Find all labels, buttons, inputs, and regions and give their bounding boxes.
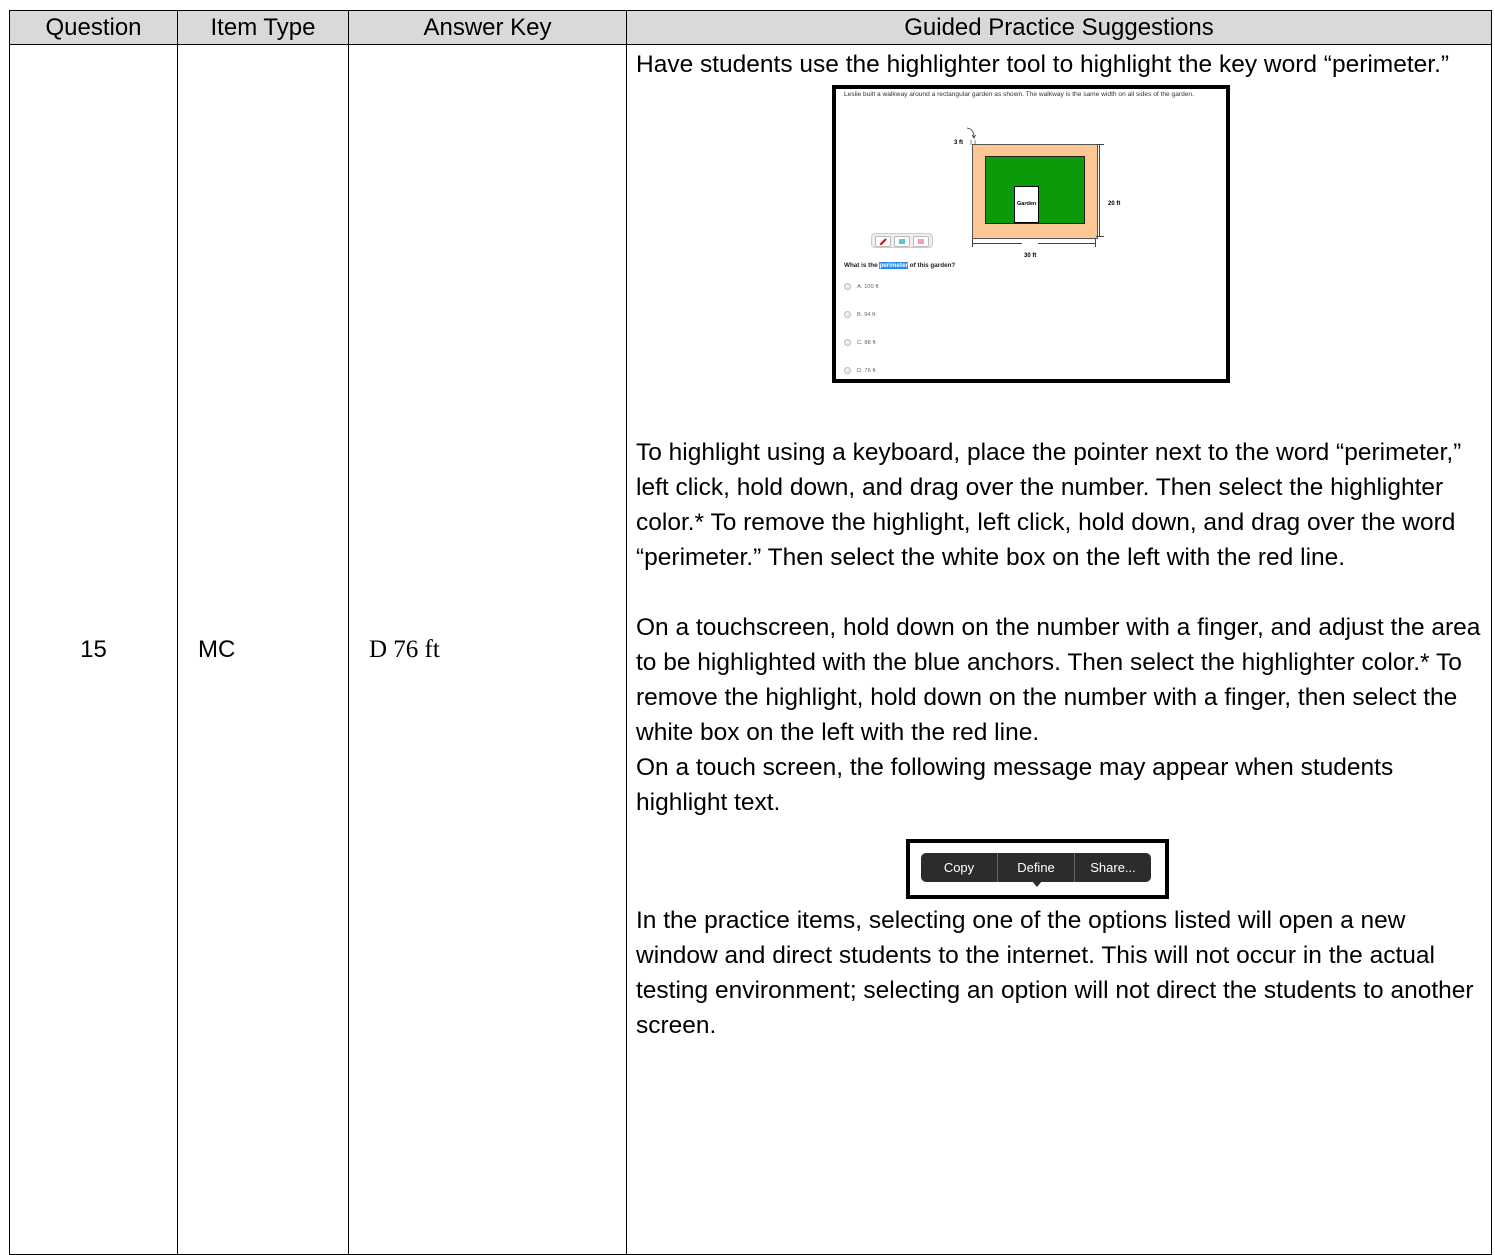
radio-icon[interactable] xyxy=(844,367,851,374)
menu-pointer xyxy=(1032,881,1042,887)
option-label: C. 88 ft xyxy=(857,340,876,346)
item-type: MC xyxy=(178,45,349,1255)
option-label: D. 76 ft xyxy=(857,368,876,374)
guided-paragraph-intro: Have students use the highlighter tool to highlight the key word “perimeter.” xyxy=(636,51,1450,78)
header-question: Question xyxy=(10,11,178,45)
define-button[interactable]: Define xyxy=(998,853,1075,882)
width-cap-left xyxy=(972,239,973,247)
context-menu xyxy=(921,853,1151,882)
option-label: A. 100 ft xyxy=(857,284,879,290)
question-number: 15 xyxy=(10,45,178,1255)
context-menu-screenshot xyxy=(906,839,1169,899)
item-prompt: Leslie built a walkway around a rectangular garden as shown. The walkway is the same width on all sides of the garden. xyxy=(844,91,1194,98)
spacer xyxy=(636,383,1483,435)
table-row xyxy=(10,45,1492,1255)
header-item-type: Item Type xyxy=(178,11,349,45)
guided-paragraph-keyboard: To highlight using a keyboard, place the pointer next to the word “perimeter,” left click, hold down, and drag over the number. Then select the highlighter color.* To remove the highlight, left click, hold down, and drag over the word “perimeter.” Then select the white box on the left with the red line. xyxy=(636,439,1462,571)
pink-highlighter-icon[interactable] xyxy=(913,236,929,247)
answer-key: D 76 ft xyxy=(349,45,627,1255)
question-text-post: of this garden? xyxy=(908,262,956,269)
spacer xyxy=(636,575,1483,610)
radio-icon[interactable] xyxy=(844,339,851,346)
header-guided-practice: Guided Practice Suggestions xyxy=(627,11,1492,45)
header-answer-key: Answer Key xyxy=(349,11,627,45)
height-cap-top xyxy=(1096,144,1104,145)
blue-highlighter-icon[interactable] xyxy=(894,236,910,247)
label-20ft: 20 ft xyxy=(1108,201,1121,207)
guided-practice-cell xyxy=(627,45,1492,1255)
option-label: B. 94 ft xyxy=(857,312,876,318)
label-3ft: 3 ft xyxy=(954,140,963,146)
height-dimension-line xyxy=(1099,144,1100,237)
radio-icon[interactable] xyxy=(844,311,851,318)
perimeter-item-screenshot xyxy=(832,85,1230,383)
practice-table xyxy=(9,10,1492,1255)
width-cap-right xyxy=(1095,239,1096,247)
garden-label: Garden xyxy=(1014,186,1039,223)
highlighter-toolbar xyxy=(871,233,933,248)
share-button[interactable]: Share... xyxy=(1090,860,1136,875)
guided-paragraph-practice-items: In the practice items, selecting one of the options listed will open a new window and direct students to the internet. This will not occur in the actual testing environment; selecting an option will not direct the students to another screen. xyxy=(636,907,1474,1039)
header-row xyxy=(10,11,1492,45)
label-30ft: 30 ft xyxy=(1022,239,1038,274)
guided-paragraph-touchscreen: On a touchscreen, hold down on the number with a finger, and adjust the area to be highlighted with the blue anchors. Then select the highlighter color.* To remove the highlight, hold down on the number with a finger, then select the white box on the left with the red line. xyxy=(636,614,1481,746)
height-cap-bottom xyxy=(1096,236,1104,237)
radio-icon[interactable] xyxy=(844,283,851,290)
highlighted-word: perimeter xyxy=(879,262,909,269)
copy-button[interactable]: Copy xyxy=(921,853,998,882)
question-text-pre: What is the xyxy=(844,262,880,269)
walkway-rect xyxy=(972,144,1098,239)
erase-highlight-icon[interactable] xyxy=(875,236,891,247)
width-arrow-icon xyxy=(966,127,976,145)
answer-option[interactable] xyxy=(844,354,876,383)
guided-paragraph-message: On a touch screen, the following message may appear when students highlight text. xyxy=(636,754,1394,816)
garden-rect xyxy=(985,156,1085,224)
